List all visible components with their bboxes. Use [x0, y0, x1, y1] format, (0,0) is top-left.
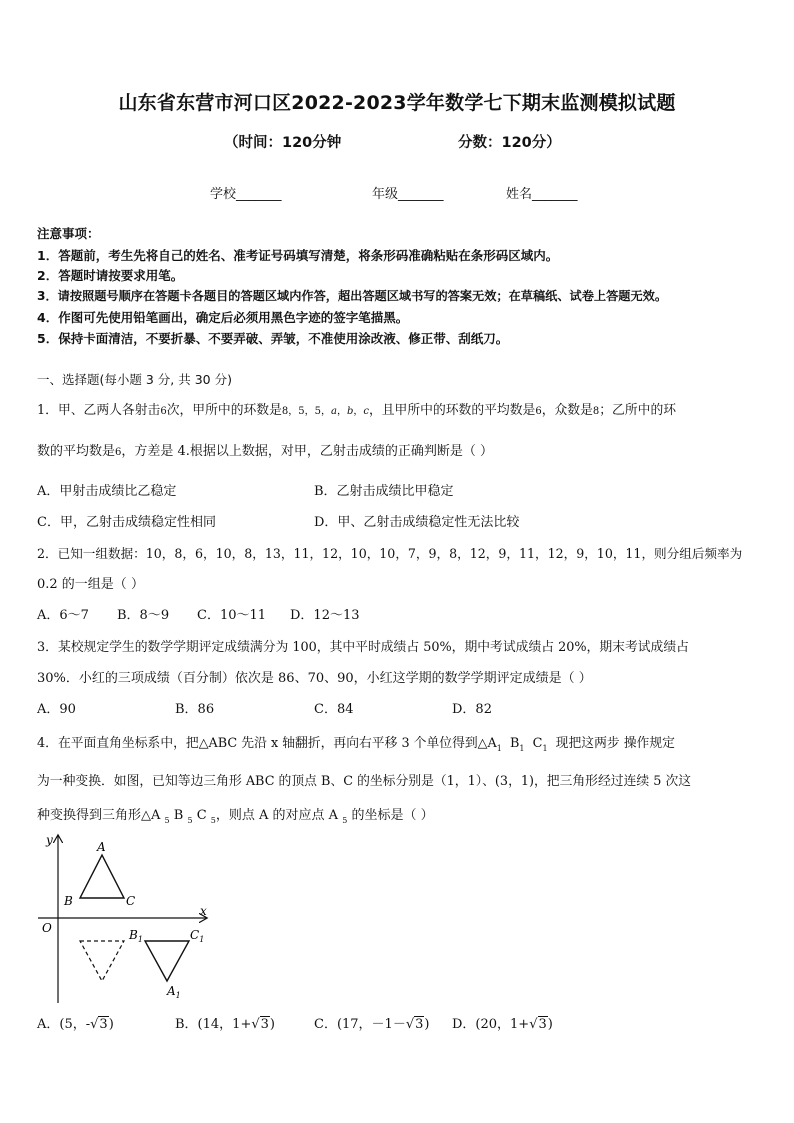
q1-option-b: B．乙射击成绩比甲稳定 — [314, 484, 454, 499]
q3-option-b: B．86 — [175, 702, 215, 717]
y-axis-label: y — [46, 833, 53, 847]
notice-item: 4．作图可先使用铅笔画出，确定后必须用黑色字迹的签字笔描黑。 — [37, 310, 409, 325]
notice-item: 5．保持卡面清洁，不要折暴、不要弄破、弄皱，不准使用涂改液、修正带、刮纸刀。 — [37, 331, 509, 346]
q2-option-b: B．8～9 — [117, 608, 170, 623]
notice-heading: 注意事项： — [37, 226, 100, 241]
triangle-transform-figure — [30, 828, 210, 1008]
q2-option-d: D．12～13 — [290, 608, 360, 623]
q4-option-d: D．(20，1+√3) — [452, 1017, 553, 1032]
q2-option-a: A．6～7 — [37, 608, 89, 623]
vertex-a1-label: $A_1$ — [167, 984, 181, 1000]
q1-option-d: D．甲、乙射击成绩稳定性无法比较 — [314, 515, 520, 530]
section-heading: 一、选择题(每小题 3 分, 共 30 分) — [37, 372, 232, 387]
reflected-triangle-dashed — [80, 941, 124, 981]
vertex-c-label: C — [126, 894, 136, 908]
vertex-a-label: A — [97, 840, 106, 854]
q4-option-b: B．(14，1+√3) — [175, 1017, 275, 1032]
notice-item: 3．请按照题号顺序在答题卡各题目的答题区域内作答，超出答题区域书写的答案无效；在草稿纸、试卷上答题无效。 — [37, 289, 668, 303]
question-4-line-3: 种变换得到三角形△A $_5$ B $_5$ C $_5$，则点 A 的对应点 A $_5$ 的坐标是（ ） — [37, 808, 434, 825]
vertex-c1-label: $C_1$ — [190, 928, 205, 944]
q3-option-c: C．84 — [314, 702, 354, 717]
school-field: 学校_______ — [210, 187, 282, 202]
name-field: 姓名_______ — [506, 187, 578, 202]
question-1-line-2: 数的平均数是6，方差是 4.根据以上数据，对甲，乙射击成绩的正确判断是（ ） — [37, 444, 494, 459]
question-1-line-1: 1．甲、乙两人各射击6次，甲所中的环数是8，5，5，a，b，c，且甲所中的环数的平均数是6，众数是8；乙所中的环 — [37, 403, 677, 418]
question-2-line-1: 2．已知一组数据：10，8，6，10，8，13，11，12，10，10，7，9，8，12，9，11，12，9，10，11，则分组后频率为 — [37, 546, 743, 561]
x-axis-label: x — [200, 904, 207, 918]
origin-label: O — [42, 921, 52, 935]
grade-field: 年级_______ — [372, 187, 444, 202]
exam-time: （时间：120分钟 — [224, 135, 342, 151]
question-3-line-1: 3．某校规定学生的数学学期评定成绩满分为 100，其中平时成绩占 50%，期中考试成绩占 20%，期末考试成绩占 — [37, 640, 689, 655]
vertex-b1-label: $B_1$ — [129, 928, 143, 944]
q3-option-a: A．90 — [37, 702, 76, 717]
question-2-line-2: 0.2 的一组是（ ） — [37, 577, 144, 592]
exam-score: 分数：120分） — [458, 135, 561, 151]
q3-option-d: D．82 — [452, 702, 492, 717]
q1-option-c: C．甲，乙射击成绩稳定性相同 — [37, 515, 216, 530]
notice-item: 1．答题前，考生先将自己的姓名、准考证号码填写清楚，将条形码准确粘贴在条形码区域内。 — [37, 248, 559, 263]
question-3-line-2: 30%．小红的三项成绩（百分制）依次是 86、70、90，小红这学期的数学学期评定成绩是（ ） — [37, 671, 592, 686]
vertex-b-label: B — [64, 894, 73, 908]
question-4-line-2: 为一种变换．如图，已知等边三角形 ABC 的顶点 B、C 的坐标分别是（1，1）、(3，1)，把三角形经过连续 5 次这 — [37, 774, 692, 789]
triangle-abc — [80, 855, 124, 898]
q1-option-a: A．甲射击成绩比乙稳定 — [37, 484, 177, 499]
q2-option-c: C．10～11 — [197, 608, 267, 623]
question-4-line-1: 4．在平面直角坐标系中，把△ABC 先沿 x 轴翻折，再向右平移 3 个单位得到$\triangle A_1$ $B_1$ $C_1$ 现把这两步 操作规定 — [37, 736, 675, 753]
notice-item: 2．答题时请按要求用笔。 — [37, 268, 184, 283]
triangle-a1b1c1 — [145, 941, 189, 981]
q4-option-a: A．(5，-√3) — [37, 1017, 114, 1032]
page-title: 山东省东营市河口区2022-2023学年数学七下期末监测模拟试题 — [118, 92, 676, 114]
q4-option-c: C．(17，－1－√3) — [314, 1017, 430, 1032]
